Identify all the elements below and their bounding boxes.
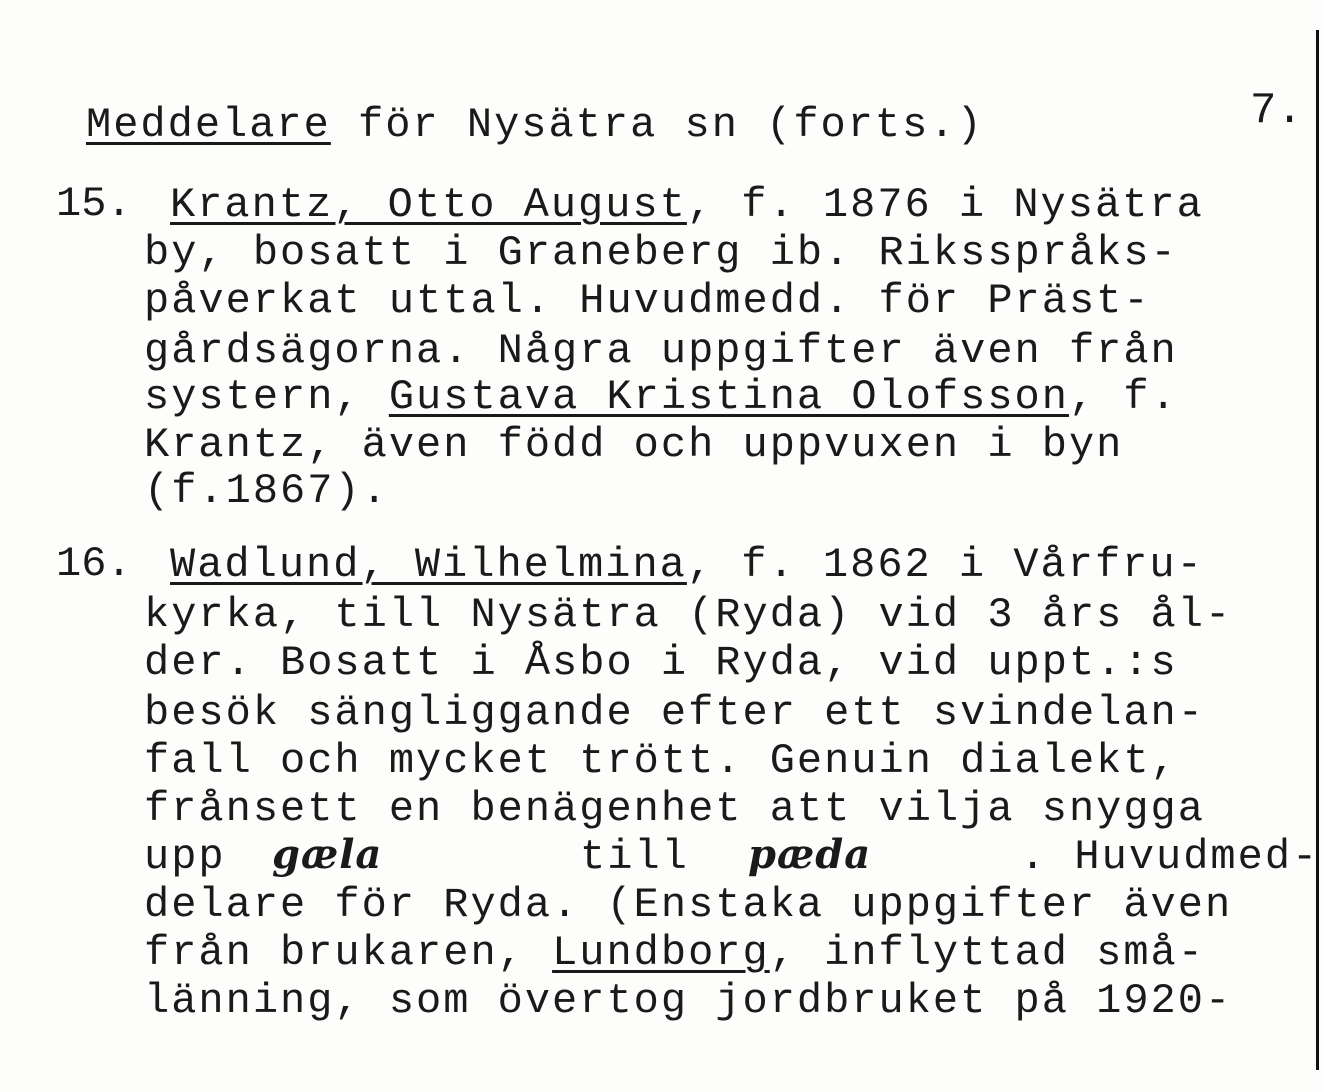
entry-16-line-9: [144, 928, 1205, 978]
entry-16-handwritten-word-2: pæda: [748, 831, 872, 878]
entry-15-number: 15.: [56, 180, 132, 228]
entry-16-line-3: der. Bosatt i Åsbo i Ryda, vid uppt.:s: [144, 639, 1178, 687]
entry-15-line-4: gårdsägorna. Några uppgifter även från: [144, 327, 1178, 375]
title-rest: för Nysätra sn (forts.): [330, 101, 984, 149]
entry-15-sister-name: Gustava Kristina Olofsson: [388, 373, 1069, 421]
entry-15-line-5-end: , f.: [1068, 373, 1178, 421]
entry-15-line-7: (f.1867).: [144, 467, 389, 515]
entry-16-line-6: frånsett en benägenhet att vilja snygga: [144, 785, 1205, 833]
entry-15-line-1: [170, 180, 1204, 230]
entry-15-line-1-text: , f. 1876 i Nysätra: [686, 181, 1204, 229]
entry-16-user-name: Lundborg: [552, 929, 770, 977]
entry-16-line-1: [170, 540, 1204, 590]
entry-15-line-2: by, bosatt i Graneberg ib. Riksspråks-: [144, 229, 1178, 277]
entry-16-line-2: kyrka, till Nysätra (Ryda) vid 3 års ål-: [144, 591, 1233, 639]
entry-15-line-5: [144, 372, 1178, 422]
entry-16-line-10: länning, som övertog jordbruket på 1920-: [144, 977, 1233, 1025]
entry-16-line-7-end: . Huvudmed-: [1020, 833, 1320, 881]
entry-15-name: Krantz, Otto August: [170, 181, 687, 229]
entry-15-line-5-start: systern,: [144, 373, 389, 421]
page-edge-line: [1316, 30, 1319, 1070]
entry-16-line-8: delare för Ryda. (Enstaka uppgifter även: [144, 881, 1233, 929]
entry-16-line-7-mid: till: [580, 833, 689, 881]
entry-16-line-9-start: från brukaren,: [144, 929, 553, 977]
title-underlined-word: Meddelare: [86, 101, 331, 149]
entry-16-line-4: besök sängliggande efter ett svindelan-: [144, 689, 1205, 737]
page-number: 7.: [1250, 86, 1303, 136]
entry-16-line-7-start: upp: [144, 833, 226, 881]
entry-16-line-5: fall och mycket trött. Genuin dialekt,: [144, 737, 1178, 785]
entry-16-line-1-text: , f. 1862 i Vårfru-: [686, 541, 1204, 589]
page-title: [86, 100, 984, 150]
entry-16-number: 16.: [56, 540, 132, 588]
entry-16-name: Wadlund, Wilhelmina: [170, 541, 687, 589]
entry-15-line-6: Krantz, även född och uppvuxen i byn: [144, 421, 1124, 469]
entry-16-line-9-end: , inflyttad små-: [769, 929, 1205, 977]
entry-16-handwritten-word-1: gæla: [272, 831, 383, 878]
entry-15-line-3: påverkat uttal. Huvudmedd. för Präst-: [144, 277, 1151, 325]
